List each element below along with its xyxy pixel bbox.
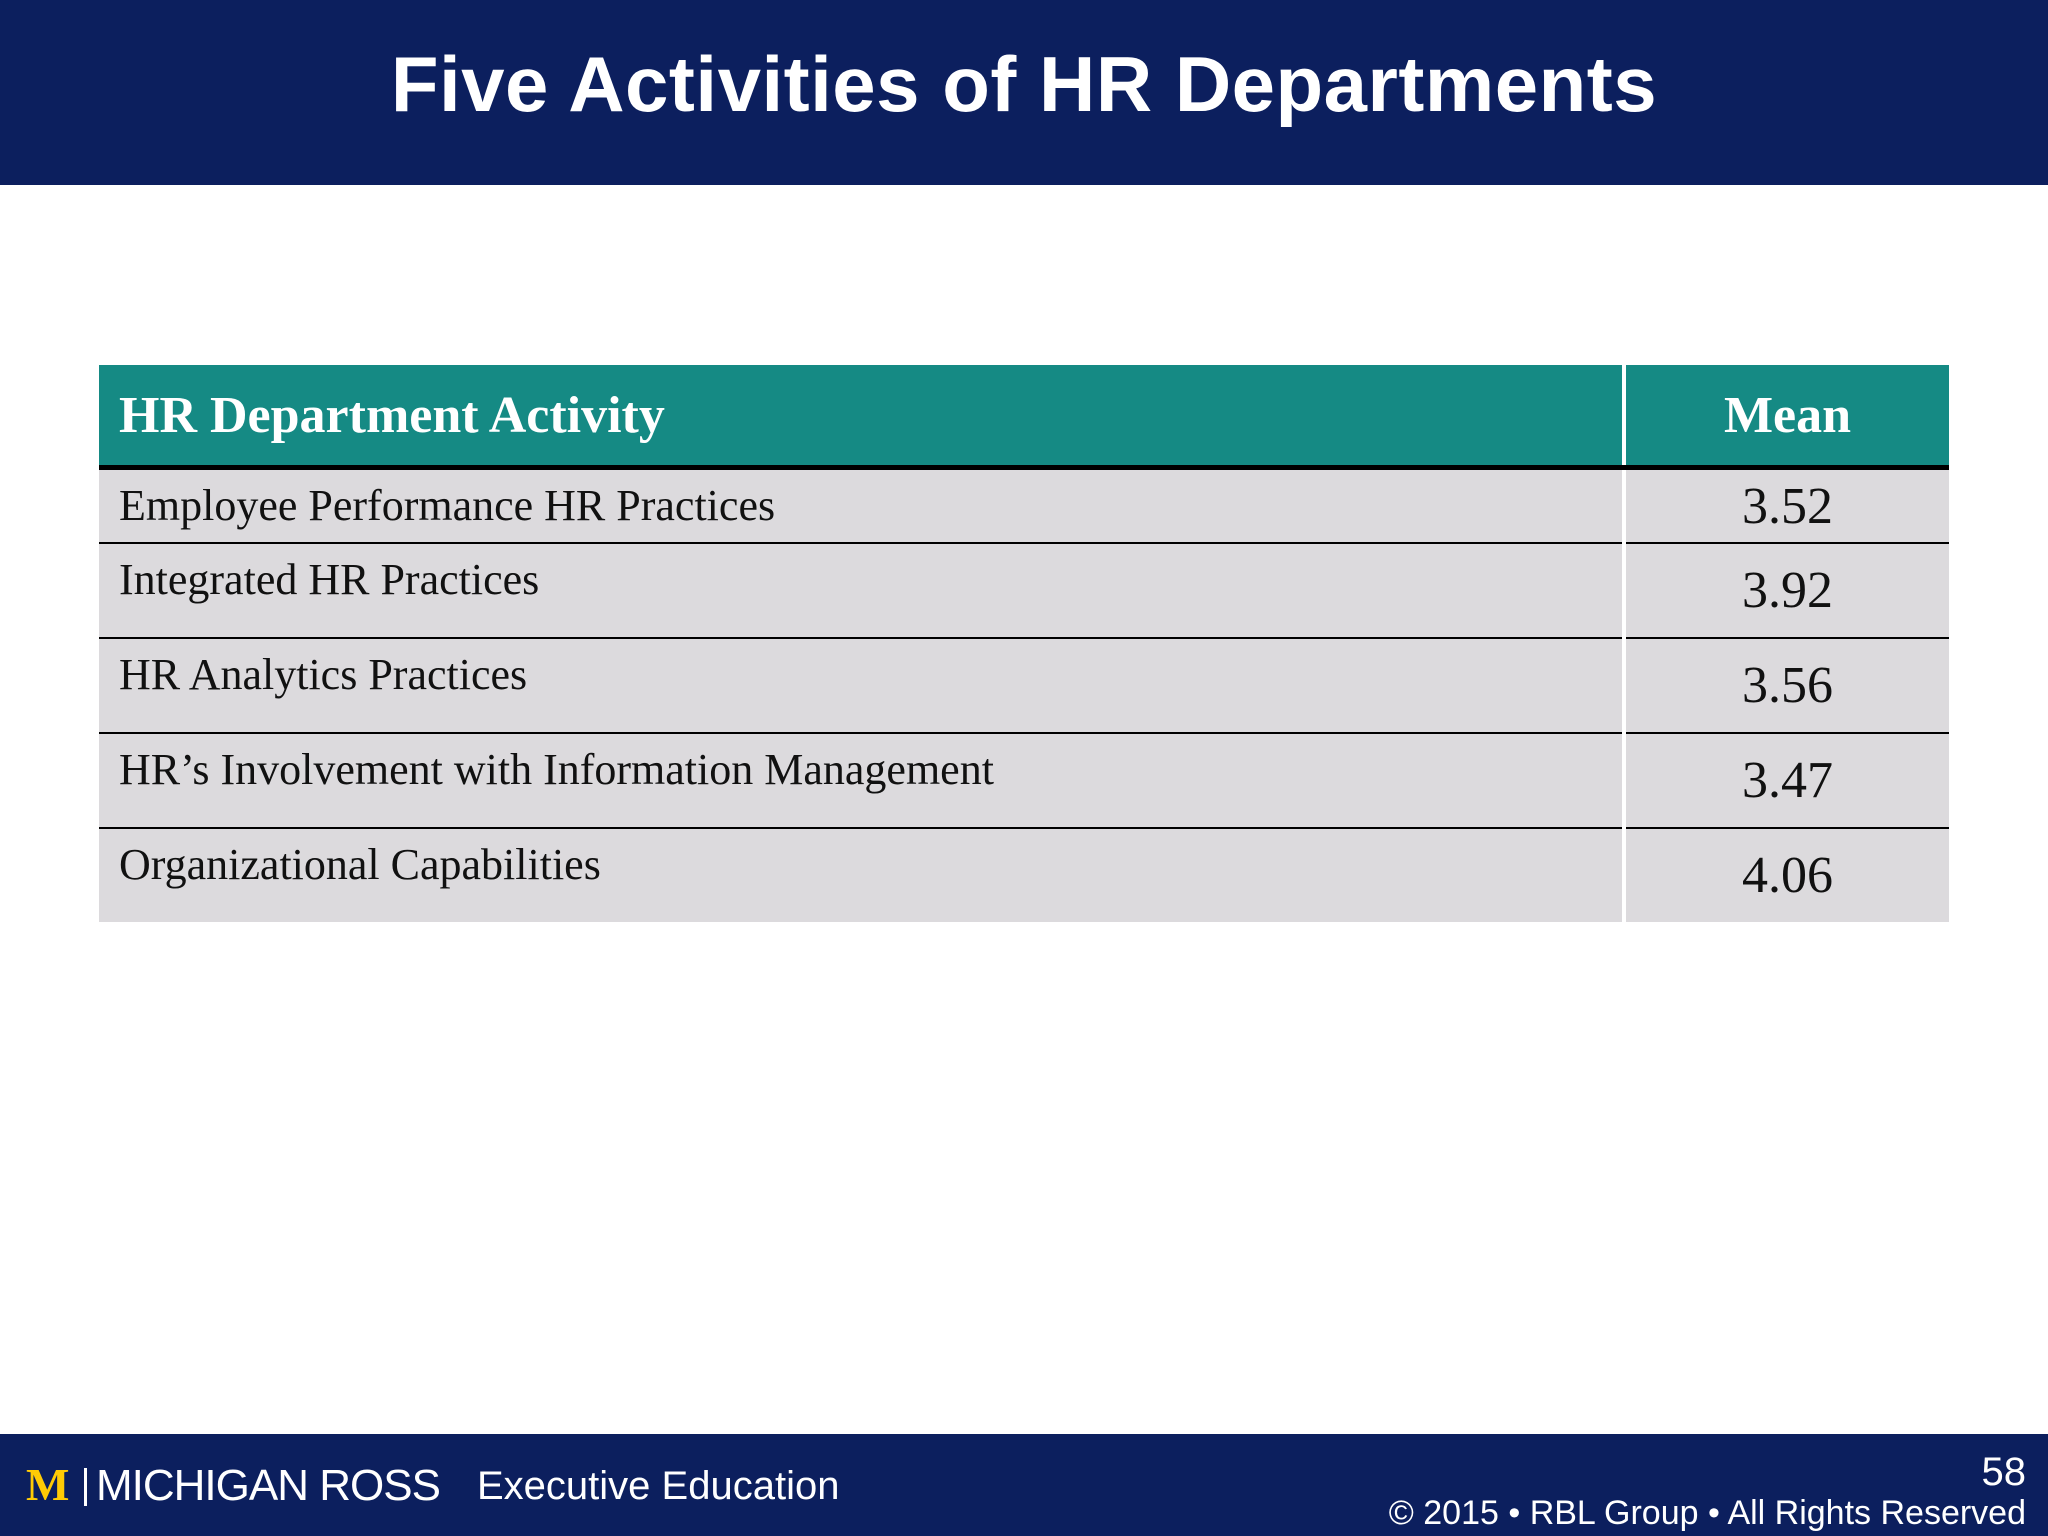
- activity-cell: Organizational Capabilities: [99, 828, 1624, 922]
- column-header-activity: HR Department Activity: [99, 365, 1624, 468]
- logo-divider: [84, 1468, 87, 1506]
- page-number: 58: [1981, 1450, 2026, 1494]
- mean-cell: 4.06: [1624, 828, 1949, 922]
- mean-cell: 3.56: [1624, 638, 1949, 733]
- copyright-notice: © 2015 • RBL Group • All Rights Reserved: [1388, 1494, 2026, 1532]
- column-header-mean: Mean: [1624, 365, 1949, 468]
- title-bar: [0, 0, 2048, 185]
- table-header-row: [99, 365, 1949, 468]
- table-row: [99, 543, 1949, 638]
- slide-title: Five Activities of HR Departments: [390, 40, 1658, 128]
- hr-activity-table: [99, 365, 1949, 922]
- table-row: [99, 468, 1949, 544]
- activity-cell: HR’s Involvement with Information Management: [99, 733, 1624, 828]
- footer-bar: [0, 1434, 2048, 1536]
- michigan-ross-logo-text: MICHIGAN ROSS: [96, 1461, 440, 1510]
- activity-cell: Employee Performance HR Practices: [99, 468, 1624, 544]
- mean-cell: 3.47: [1624, 733, 1949, 828]
- table-row: [99, 733, 1949, 828]
- mean-cell: 3.92: [1624, 543, 1949, 638]
- michigan-m-logo: M: [26, 1459, 70, 1510]
- activity-cell: HR Analytics Practices: [99, 638, 1624, 733]
- program-name: Executive Education: [477, 1464, 840, 1508]
- table-row: [99, 828, 1949, 922]
- mean-cell: 3.52: [1624, 468, 1949, 544]
- activity-cell: Integrated HR Practices: [99, 543, 1624, 638]
- table-row: [99, 638, 1949, 733]
